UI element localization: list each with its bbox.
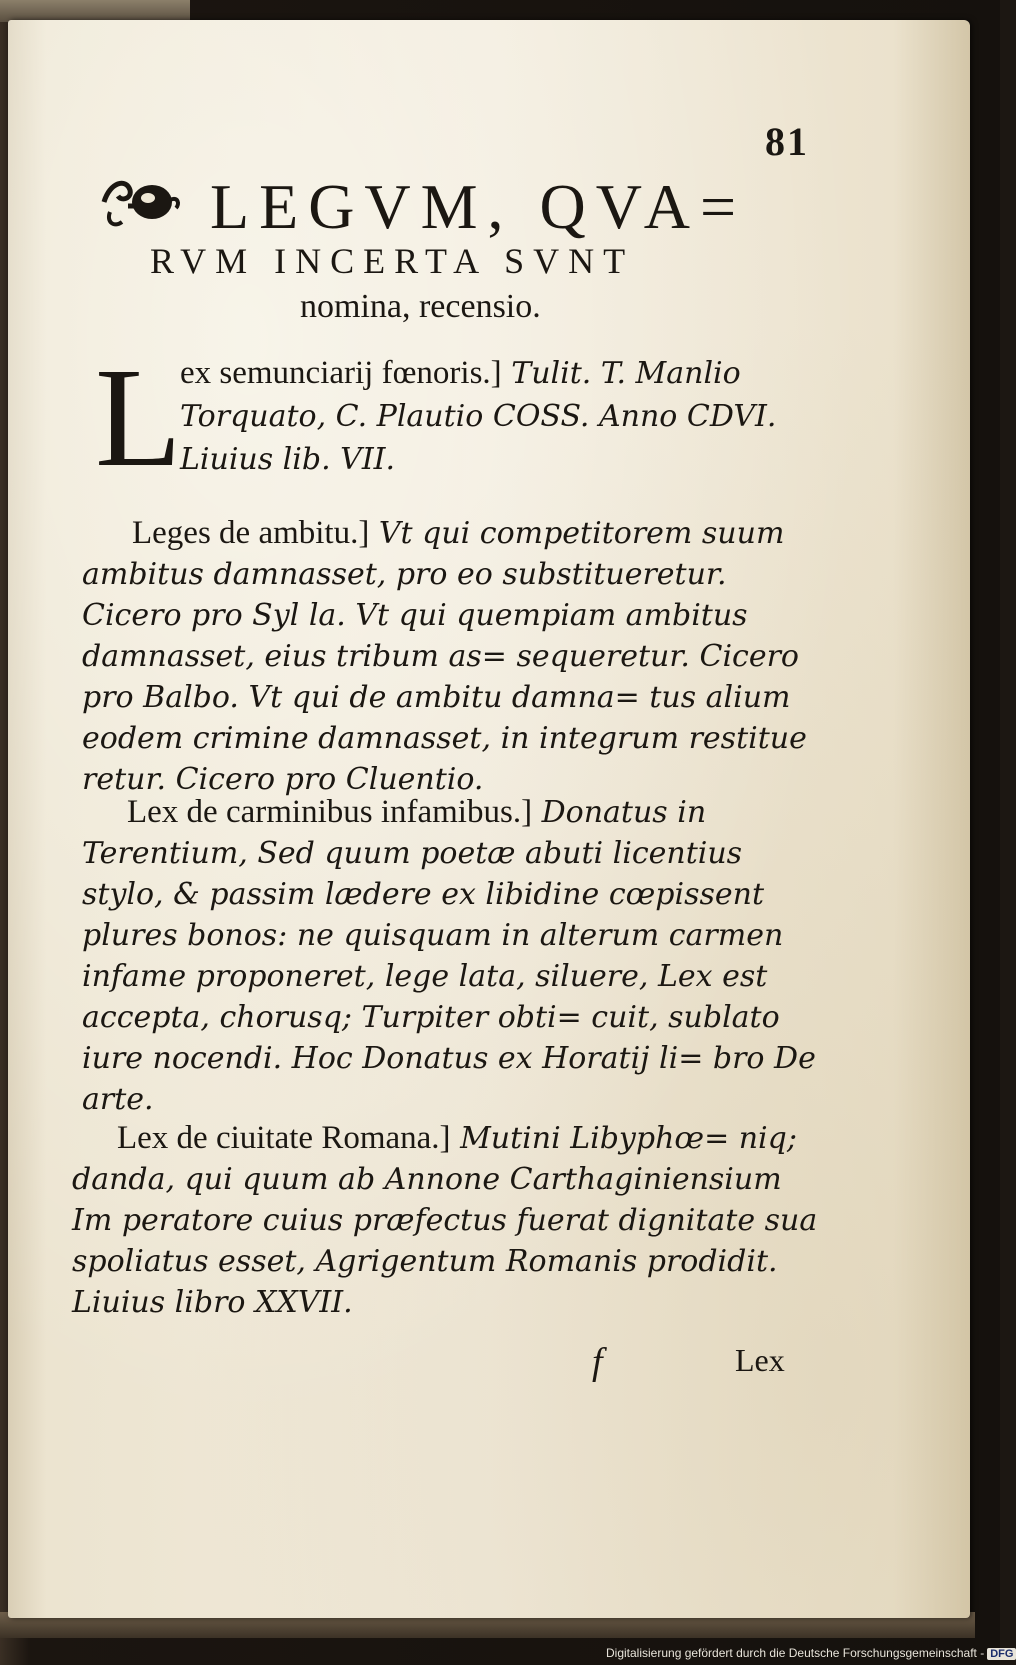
digitization-credit <box>606 1646 1016 1664</box>
fleuron-ornament-icon <box>100 172 182 230</box>
entry-heading: Leges de ambitu.] <box>132 515 370 551</box>
entry-text: Vt qui competitorem suum ambitus damnasset, pro eo substitueretur. Cicero pro Syl la. Vt qui quempiam ambitus damnasset, eius tribum as= sequeretur. Cicero pro Balbo. Vt qui de ambitu damna= tus alium eodem crimine damnasset, in integrum restitue retur. Cicero pro Cluentio. <box>82 516 807 797</box>
entry-heading: Lex de carminibus infamibus.] <box>127 794 533 830</box>
entry-lex-semunciarii <box>180 352 820 481</box>
drop-cap: L <box>95 338 182 496</box>
entry-text: Mutini Libyphœ= niq; danda, qui quum ab Annone Carthaginiensium Im peratore cuius præfectus fuerat dignitate sua spoliatus esset, Agrigentum Romanis prodidit. Liuius libro XXVII. <box>72 1121 818 1320</box>
dfg-logo: DFG <box>987 1648 1016 1660</box>
entry-lex-de-ciuitate <box>72 1118 822 1323</box>
signature-mark: f <box>592 1341 603 1383</box>
page-edge-top <box>0 0 190 22</box>
entry-leges-de-ambitu <box>82 513 822 800</box>
page-title-line-3: nomina, recensio. <box>300 288 541 325</box>
entry-heading: Lex de ciuitate Romana.] <box>117 1120 451 1156</box>
entry-text: Tulit. T. Manlio Torquato, C. Plautio COSS. Anno CDVI. Liuius lib. VII. <box>180 356 777 477</box>
page-title-line-1: LEGVM, QVA= <box>210 171 747 242</box>
entry-heading: ex semunciarij fœnoris.] <box>180 355 502 391</box>
catchword: Lex <box>735 1342 785 1378</box>
page-number: 81 <box>765 119 809 164</box>
credit-text: Digitalisierung gefördert durch die Deutsche Forschungsgemeinschaft - <box>606 1646 985 1660</box>
entry-text: Donatus in Terentium, Sed quum poetæ abuti licentius stylo, & passim lædere ex libidine cœpissent plures bonos: ne quisquam in alterum carmen infame proponeret, lege lata, siluere, Lex est accepta, chorusq; Turpiter obti= cuit, sublato iure nocendi. Hoc Donatus ex Horatij li= bro De arte. <box>82 795 816 1117</box>
page-title-line-2: RVM INCERTA SVNT <box>150 241 635 281</box>
entry-lex-de-carminibus <box>82 792 822 1120</box>
